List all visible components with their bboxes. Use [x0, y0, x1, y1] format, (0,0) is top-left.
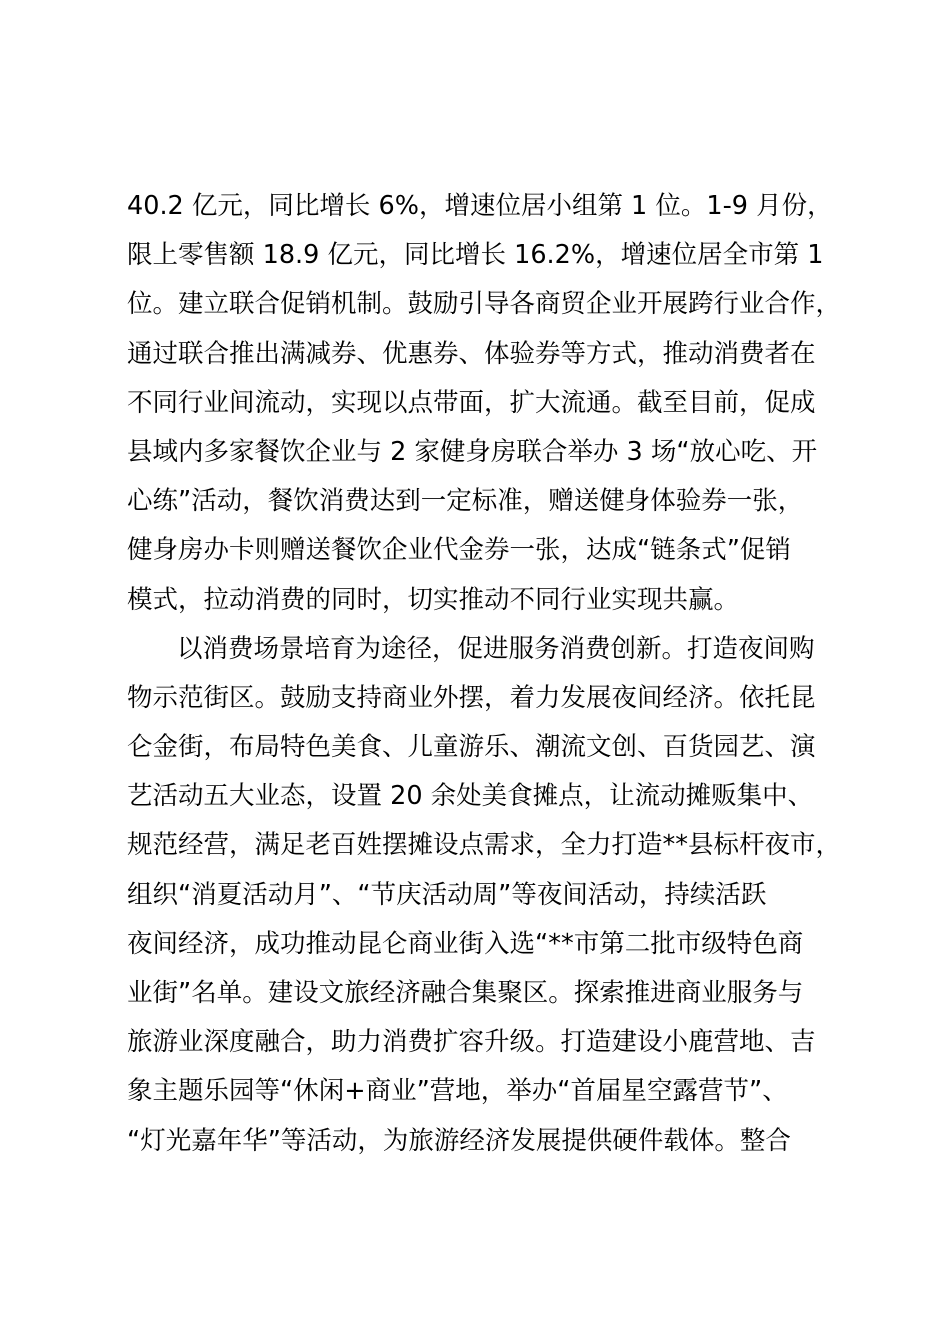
text-line: 县域内多家餐饮企业与 2 家健身房联合举办 3 场“放心吃、开 — [127, 436, 818, 467]
text-line: 40.2 亿元，同比增长 6%，增速位居小组第 1 位。1-9 月份， — [127, 191, 833, 221]
text-line: 不同行业间流动，实现以点带面，扩大流通。截至目前，促成 — [127, 387, 816, 418]
body-text — [127, 182, 857, 1166]
text-line: 组织“消夏活动月”、“节庆活动周”等夜间活动，持续活跃 — [127, 879, 767, 910]
text-line: “灯光嘉年华”等活动，为旅游经济发展提供硬件载体。整合 — [127, 1125, 791, 1156]
text-line: 象主题乐园等“休闲+商业”营地，举办“首届星空露营节”、 — [127, 1076, 788, 1107]
text-line: 心练”活动，餐饮消费达到一定标准，赠送健身体验券一张， — [127, 486, 804, 517]
text-line: 艺活动五大业态，设置 20 余处美食摊点，让流动摊贩集中、 — [127, 781, 814, 812]
text-line: 位。建立联合促销机制。鼓励引导各商贸企业开展跨行业合作， — [127, 289, 842, 320]
paragraph-first-line: 以消费场景培育为途径，促进服务消费创新。打造夜间购 — [177, 633, 815, 664]
text-line: 通过联合推出满减券、优惠券、体验券等方式，推动消费者在 — [127, 338, 816, 369]
text-line: 规范经营，满足老百姓摆摊设点需求，全力打造**县标杆夜市， — [127, 830, 842, 861]
text-line: 物示范街区。鼓励支持商业外摆，着力发展夜间经济。依托昆 — [127, 682, 816, 713]
text-line: 旅游业深度融合，助力消费扩容升级。打造建设小鹿营地、吉 — [127, 1027, 816, 1058]
text-line: 模式，拉动消费的同时，切实推动不同行业实现共赢。 — [127, 584, 740, 615]
text-line: 仑金街，布局特色美食、儿童游乐、潮流文创、百货园艺、演 — [127, 732, 816, 763]
text-line: 业街”名单。建设文旅经济融合集聚区。探索推进商业服务与 — [127, 978, 804, 1008]
text-line: 限上零售额 18.9 亿元，同比增长 16.2%，增速位居全市第 1 — [127, 240, 824, 271]
text-line: 夜间经济，成功推动昆仑商业街入选“**市第二批市级特色商 — [127, 928, 804, 959]
text-line: 健身房办卡则赠送餐饮企业代金券一张，达成“链条式”促销 — [127, 535, 791, 566]
